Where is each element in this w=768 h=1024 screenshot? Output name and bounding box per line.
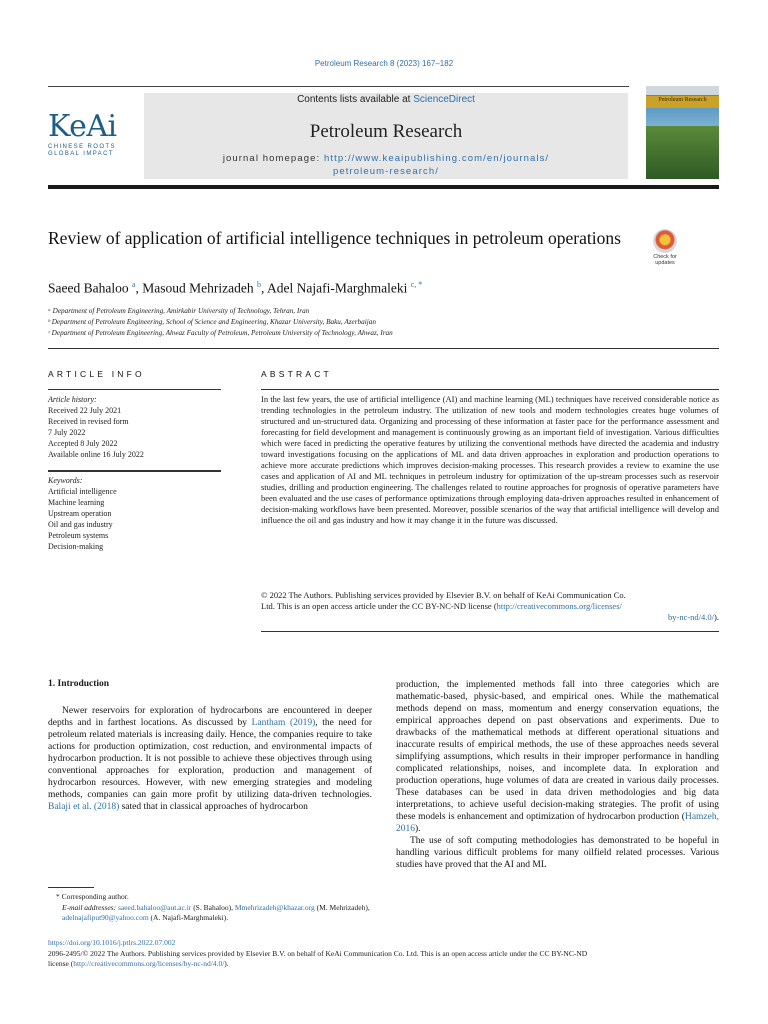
license-statement-2 bbox=[48, 959, 719, 970]
author-name: Masoud Mehrizadeh bbox=[142, 280, 254, 296]
article-info-heading: ARTICLE INFO bbox=[48, 369, 145, 379]
header-rule-bottom bbox=[48, 185, 719, 189]
email-owner: (S. Bahaloo), bbox=[191, 902, 235, 912]
body-text: ). bbox=[415, 824, 421, 834]
author-affiliation-mark[interactable]: a bbox=[131, 280, 136, 289]
abstract-rule bbox=[261, 389, 719, 390]
journal-homepage bbox=[160, 152, 612, 178]
cover-top-band bbox=[646, 86, 719, 95]
body-paragraph: The use of soft computing methodologies has demonstrated to be hopeful in handling various difficult problems for many oilfield related processes. Various studies have proved that the AI and ML bbox=[396, 836, 719, 870]
crossmark-icon bbox=[653, 229, 677, 253]
doi-link[interactable]: https://doi.org/10.1016/j.ptlrs.2022.07.002 bbox=[48, 938, 176, 947]
email-owner: (A. Najafi-Marghmaleki). bbox=[148, 913, 229, 922]
history-item: Received in revised form bbox=[48, 417, 129, 426]
affiliations bbox=[48, 306, 393, 339]
citation-link[interactable]: Balaji et al. (2018) bbox=[48, 802, 120, 812]
keywords-rule bbox=[48, 470, 221, 472]
affiliation-rule bbox=[48, 348, 719, 349]
history-item: Accepted 8 July 2022 bbox=[48, 439, 118, 448]
footnote-rule bbox=[48, 887, 94, 888]
license-suffix: ). bbox=[224, 959, 229, 968]
copyright-text: Ltd. This is an open access article under the CC BY-NC-ND license ( bbox=[261, 601, 497, 611]
journal-citation[interactable]: Petroleum Research 8 (2023) 167–182 bbox=[314, 59, 454, 68]
crossmark-label-line-2: updates bbox=[655, 260, 675, 266]
keywords bbox=[48, 475, 117, 552]
logo-wordmark: KeAi bbox=[48, 109, 117, 144]
keywords-label: Keywords: bbox=[48, 476, 83, 485]
email-link[interactable]: adelnajafiput90@yahoo.com bbox=[62, 913, 149, 922]
sciencedirect-link[interactable]: ScienceDirect bbox=[413, 94, 475, 105]
section-heading-introduction: 1. Introduction bbox=[48, 679, 110, 689]
citation-link[interactable]: Lantham (2019) bbox=[251, 718, 316, 728]
copyright-line-1: © 2022 The Authors. Publishing services provided by Elsevier B.V. on behalf of KeAi Communication Co. bbox=[261, 590, 626, 600]
contents-prefix: Contents lists available at bbox=[297, 94, 414, 105]
journal-cover-image[interactable] bbox=[646, 86, 719, 179]
corresponding-author-note: * Corresponding author. bbox=[56, 892, 129, 901]
copyright-line-3 bbox=[261, 612, 719, 623]
license-link-continued[interactable]: by-nc-nd/4.0/ bbox=[667, 612, 715, 622]
affiliation-b: ᵇ Department of Petroleum Engineering, School of Science and Engineering, Khazar University, Baku, Azerbaijan bbox=[48, 318, 376, 326]
contents-line bbox=[144, 94, 628, 105]
keyword-item: Petroleum systems bbox=[48, 531, 109, 540]
header-rule-top bbox=[48, 86, 629, 87]
history-item: Received 22 July 2021 bbox=[48, 406, 122, 415]
author-list: Saeed Bahaloo $^a$, Masoud Mehrizadeh $^b$, Adel Najafi-Marghmaleki $^{c, *}$ bbox=[48, 280, 423, 296]
page-footer bbox=[48, 938, 719, 970]
keyword-item: Decision-making bbox=[48, 542, 104, 551]
affiliation-a: ᵃ Department of Petroleum Engineering, Amirkabir University of Technology, Tehran, Iran bbox=[48, 307, 310, 315]
copyright-line-2 bbox=[261, 601, 719, 612]
logo-tagline bbox=[48, 144, 130, 158]
article-history bbox=[48, 394, 144, 460]
keyword-item: Machine learning bbox=[48, 498, 105, 507]
crossmark-label-line-1: Check for bbox=[653, 254, 677, 260]
history-item: Available online 16 July 2022 bbox=[48, 450, 144, 459]
body-column-right bbox=[396, 679, 719, 871]
abstract-heading: ABSTRACT bbox=[261, 369, 332, 379]
citation-link[interactable]: Hamzeh, 2016 bbox=[396, 812, 719, 834]
history-item: 7 July 2022 bbox=[48, 428, 86, 437]
journal-name: Petroleum Research bbox=[309, 121, 463, 142]
keyword-item: Upstream operation bbox=[48, 509, 112, 518]
body-text: sated that in classical approaches of hydrocarbon bbox=[119, 802, 308, 812]
affiliation-c: ᶜ Department of Petroleum Engineering, Ahwaz Faculty of Petroleum, Petroleum University of Technology, Ahwaz, Iran bbox=[48, 329, 393, 337]
body-text: Newer reservoirs for exploration of hydrocarbons are encountered in deeper depths and in farthest locations. As discussed by bbox=[48, 706, 372, 728]
body-text: , the need for petroleum related materials is increasing daily. Hence, the companies require to take actions for production optimization, cost reduction, and environmental impacts of hydrocarbon production. It is not possible to achieve these objectives through using conventional approaches for exploration, production and management of hydrocarbon resources. However, with new emerging strategies and modeling methods, companies can gain more profit by utilizing data-driven technologies. bbox=[48, 718, 372, 800]
author-name: Adel Najafi-Marghmaleki bbox=[267, 280, 408, 296]
homepage-link[interactable]: http://www.keaipublishing.com/en/journals/ bbox=[323, 153, 550, 164]
article-title: Review of application of artificial intelligence techniques in petroleum operations bbox=[48, 228, 621, 248]
author-affiliation-mark[interactable]: b bbox=[257, 280, 262, 289]
body-column-left bbox=[48, 705, 372, 813]
homepage-link-continued[interactable]: petroleum-research/ bbox=[333, 166, 439, 177]
keyword-item: Oil and gas industry bbox=[48, 520, 113, 529]
license-statement: 2096-2495/© 2022 The Authors. Publishing services provided by Elsevier B.V. on behalf of KeAi Communication Co. Ltd. This is an open access article under the CC BY-NC-ND bbox=[48, 948, 588, 958]
check-for-updates-button[interactable] bbox=[647, 229, 683, 266]
keyword-item: Artificial intelligence bbox=[48, 487, 117, 496]
email-link[interactable]: saeed.bahaloo@aut.ac.ir bbox=[117, 902, 192, 912]
license-link[interactable]: http://creativecommons.org/licenses/ bbox=[496, 601, 622, 611]
abstract-copyright bbox=[261, 590, 719, 623]
logo-tagline-line-2: GLOBAL IMPACT bbox=[48, 151, 114, 157]
author-name: Saeed Bahaloo bbox=[48, 280, 129, 296]
history-label: Article history: bbox=[48, 395, 97, 404]
abstract-end-rule bbox=[261, 631, 719, 632]
body-text: production, the implemented methods fall into three categories which are mathematic-based, physic-based, and empirical ones. While the mathematical methods depend on mass, momentum and energy conservation equations, the empirical approaches depend on past observations and experiments. Due to drawbacks of the mathematical methods at different operational situations and inaccurate results of empirical methods, the use of these approaches needs several simplifying assumptions, which results in their improper performance in handling complicated relationships, noises, and incomplete data. In exploration and production operations, huge volumes of data are created in various daily processes. These databases can be used in data driven methodologies and big data interpretations, to achieve useful decision-making strategies. The profit of using these models is enhancement and optimization of hydrocarbon production ( bbox=[396, 680, 719, 822]
footer-license-link[interactable]: http://creativecommons.org/licenses/by-nc-nd/4.0/ bbox=[73, 959, 225, 968]
author-affiliation-mark[interactable]: c, * bbox=[410, 280, 423, 289]
email-label: E-mail addresses: bbox=[62, 902, 118, 912]
email-footnote bbox=[48, 903, 372, 924]
cover-title: Petroleum Research bbox=[658, 97, 707, 103]
cover-landscape bbox=[646, 126, 719, 179]
copyright-suffix: ). bbox=[714, 612, 719, 622]
article-info-rule bbox=[48, 389, 221, 390]
keai-logo bbox=[48, 109, 130, 158]
email-link[interactable]: Mmehrizadeh@khazar.org bbox=[234, 902, 315, 912]
email-owner: (M. Mehrizadeh), bbox=[314, 902, 370, 912]
crossmark-label bbox=[647, 254, 683, 266]
license-prefix: license ( bbox=[48, 959, 74, 968]
abstract-text: In the last few years, the use of artificial intelligence (AI) and machine learning (ML) techniques have received considerable notice as trending technologies in the petroleum industry. The utilization of new tools and modern technologies creates huge volumes of structured and un-structured data. Organizing and processing of these information at faster pace for the performance assessment and forecasting for field development and management is continuously growing as an important field of investigation. Various difficulties which were faced in predicting the operative features by utilizing the conventional methods have directed the academia and industry toward investigations focusing on the applications of ML and data driven approaches in exploration and production operations to achieve more accurate predictions which improves decision-making processes. This research provides a review to examine the use cases and application of AI and ML techniques in petroleum industry for optimization of the up-stream processes such as reservoir studies, drilling and production engineering. The challenges related to routine approaches for prognosis of operative parameters have been evaluated and the use cases of performance optimizations through employing data-driven approaches resulted in enhancement of decision-making workflows have been presented. Moreover, possible scenarios of the way that artificial intelligence will develop and influence the oil and gas industry and how it may change it in the future was discussed. bbox=[261, 394, 719, 525]
body-paragraph bbox=[396, 679, 719, 835]
homepage-label: journal homepage: bbox=[222, 153, 324, 164]
logo-tagline-line-1: CHINESE ROOTS bbox=[48, 144, 116, 150]
footnotes bbox=[48, 892, 372, 924]
